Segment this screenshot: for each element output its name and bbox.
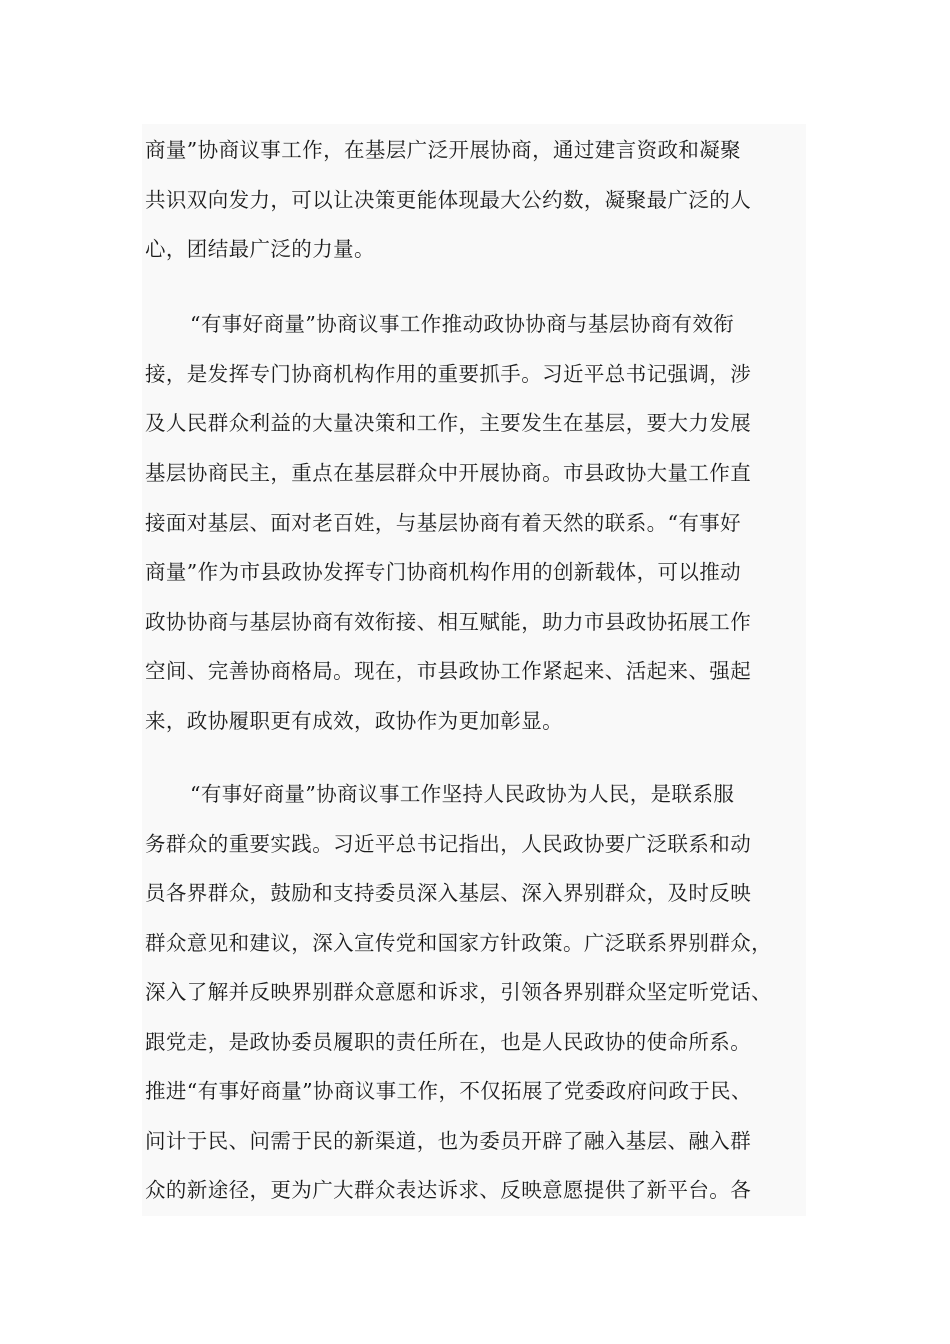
text-line: 接面对基层、面对老百姓，与基层协商有着天然的联系。“有事好	[145, 511, 742, 535]
text-line: 众的新途径，更为广大群众表达诉求、反映意愿提供了新平台。各	[145, 1178, 752, 1202]
text-line: 群众意见和建议，深入宣传党和国家方针政策。广泛联系界别群众，	[145, 931, 772, 955]
text-line: 推进“有事好商量”协商议事工作，不仅拓展了党委政府问政于民、	[145, 1079, 752, 1103]
text-line: 心，团结最广泛的力量。	[145, 237, 375, 261]
text-line: 商量”协商议事工作，在基层广泛开展协商，通过建言资政和凝聚	[145, 138, 742, 162]
text-line: 来，政协履职更有成效，政协作为更加彰显。	[145, 709, 563, 733]
text-line: “有事好商量”协商议事工作坚持人民政协为人民，是联系服	[190, 782, 735, 806]
text-line: 跟党走，是政协委员履职的责任所在，也是人民政协的使命所系。	[145, 1030, 752, 1054]
text-line: 商量”作为市县政协发挥专门协商机构作用的创新载体，可以推动	[145, 560, 742, 584]
text-line: 政协协商与基层协商有效衔接、相互赋能，助力市县政协拓展工作	[145, 610, 752, 634]
text-line: 空间、完善协商格局。现在，市县政协工作紧起来、活起来、强起	[145, 659, 752, 683]
text-line: 基层协商民主，重点在基层群众中开展协商。市县政协大量工作直	[145, 461, 752, 485]
text-line: 接，是发挥专门协商机构作用的重要抓手。习近平总书记强调，涉	[145, 362, 752, 386]
text-line: 员各界群众，鼓励和支持委员深入基层、深入界别群众，及时反映	[145, 881, 752, 905]
text-line: 共识双向发力，可以让决策更能体现最大公约数，凝聚最广泛的人	[145, 188, 752, 212]
text-line: 问计于民、问需于民的新渠道，也为委员开辟了融入基层、融入群	[145, 1129, 752, 1153]
text-line: “有事好商量”协商议事工作推动政协协商与基层协商有效衔	[190, 312, 735, 336]
text-line: 务群众的重要实践。习近平总书记指出，人民政协要广泛联系和动	[145, 832, 752, 856]
text-line: 深入了解并反映界别群众意愿和诉求，引领各界别群众坚定听党话、	[145, 980, 772, 1004]
text-line: 及人民群众利益的大量决策和工作，主要发生在基层，要大力发展	[145, 411, 752, 435]
